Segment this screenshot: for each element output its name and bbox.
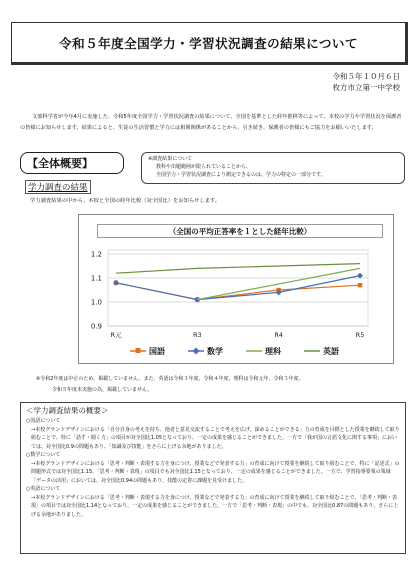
issue-date: 令和５年１０月６日 bbox=[332, 72, 400, 81]
x-tick-label: R元 bbox=[110, 331, 122, 339]
page-title: 令和５年度全国学力・学習状況調査の結果について bbox=[11, 22, 408, 65]
legend-label: 数学 bbox=[207, 347, 223, 356]
summary-box bbox=[20, 402, 406, 554]
x-tick-label: R3 bbox=[193, 331, 202, 339]
section-heading: 【全体概要】 bbox=[20, 152, 124, 174]
footnote-line-1: ※令和2年度は中止のため、掲載していません。また、英語は令和３年度、令和４年度、理科は令和元年、令和３年度、 bbox=[36, 376, 304, 382]
school-name: 枚方市立第一中学校 bbox=[332, 83, 400, 92]
kokugo-heading: ○国語について bbox=[26, 418, 61, 424]
section-subheading: 学力調査の結果 bbox=[25, 180, 91, 194]
section-lead: 学力調査結果の中から、本校と全国の経年比較（対全国比）をお知らせします。 bbox=[30, 198, 221, 204]
chart-title: （全国の平均正答率を１とした経年比較） bbox=[97, 224, 383, 238]
chart-container bbox=[30, 214, 398, 364]
x-tick-label: R4 bbox=[274, 331, 283, 339]
legend-label: 国語 bbox=[149, 347, 165, 356]
eigo-body: →本校グランドデザインにおける「思考・判断・表現する力を身につけ、授業などで発表する力」の育成に向けて授業を継続して取り組むことで、「思考・判断・表現」の項目では対全国比1.14となっており、一定の成果を感じることができました。一方で「思考・判断・表現」の中でも、対全国比0.87の問題もあり、さらに上げる余地がありました。 bbox=[31, 494, 399, 518]
footnote-line-2: 令和５年度未実施の為、掲載していません。 bbox=[52, 387, 153, 393]
note-line-3: 全国学力・学習状況調査により測定できるのは、学力の特定の一部分です。 bbox=[156, 172, 326, 178]
footnote bbox=[36, 374, 411, 396]
line-chart bbox=[30, 214, 398, 364]
note-line-1: ※調査結果について bbox=[148, 156, 193, 162]
kokugo-body: →本校グランドデザインにおける「自分自身の考えを持ち、他者と意見交流することで考えを広げ、深めることができる」力の育成を目標とした授業を継続して取り組むことで、特に「話す・聞く力」の項目が対全国比1.05となっており、一定の成果を感じることができました。一方で「我が国の言語文化に関する事項」においては、対全国比0.9の問題もあり、「知識及び技能」をさらに上げる余地がありました。 bbox=[31, 426, 400, 450]
note-line-2: 教科や出題範囲が限られていることから、 bbox=[156, 164, 252, 170]
legend-label: 理科 bbox=[265, 347, 281, 356]
legend-label: 英語 bbox=[323, 347, 339, 356]
eigo-heading: ○英語について bbox=[26, 486, 61, 492]
y-tick-label: 0.9 bbox=[90, 322, 102, 331]
summary-title: ＜学力調査結果の概要＞ bbox=[26, 406, 109, 415]
note-box bbox=[141, 152, 405, 184]
y-tick-label: 1.0 bbox=[90, 298, 102, 307]
y-tick-label: 1.1 bbox=[90, 274, 102, 283]
sugaku-body: →本校グランドデザインにおける「思考・判断・表現する力を身につけ、授業などで発表する力」の育成に向けて授業を継続して取り組むことで、特に「記述式」の問題形式では対全国比1.15、「思考・判断・表現」の項目でも対全国比1.15となっており、一定の成果を感じることができました。一方で、学習指導要領の領域「データの活用」においては、対全国比0.94の問題もあり、技能の定着に課題を見受けました。 bbox=[31, 460, 400, 484]
sugaku-heading: ○数学について bbox=[26, 452, 61, 458]
date-block bbox=[333, 71, 401, 93]
plot-area bbox=[108, 250, 368, 326]
legend-marker bbox=[193, 348, 200, 355]
x-tick-label: R5 bbox=[355, 331, 365, 339]
legend-marker bbox=[136, 348, 141, 353]
y-tick-label: 1.2 bbox=[90, 250, 102, 259]
data-point bbox=[358, 283, 362, 287]
intro-paragraph: 文部科学省が今年4月に実施した、令和5年度全国学力・学習状況調査の結果について、全国を基準とした経年推移等によって、本校の学力や学習状況を保護者の皆様にお知らせします。結果によると、生徒の生活習慣と学力には相関関係があることから、引き続き、保護者の皆様にもご協力をお願いいたします。 bbox=[20, 114, 402, 131]
